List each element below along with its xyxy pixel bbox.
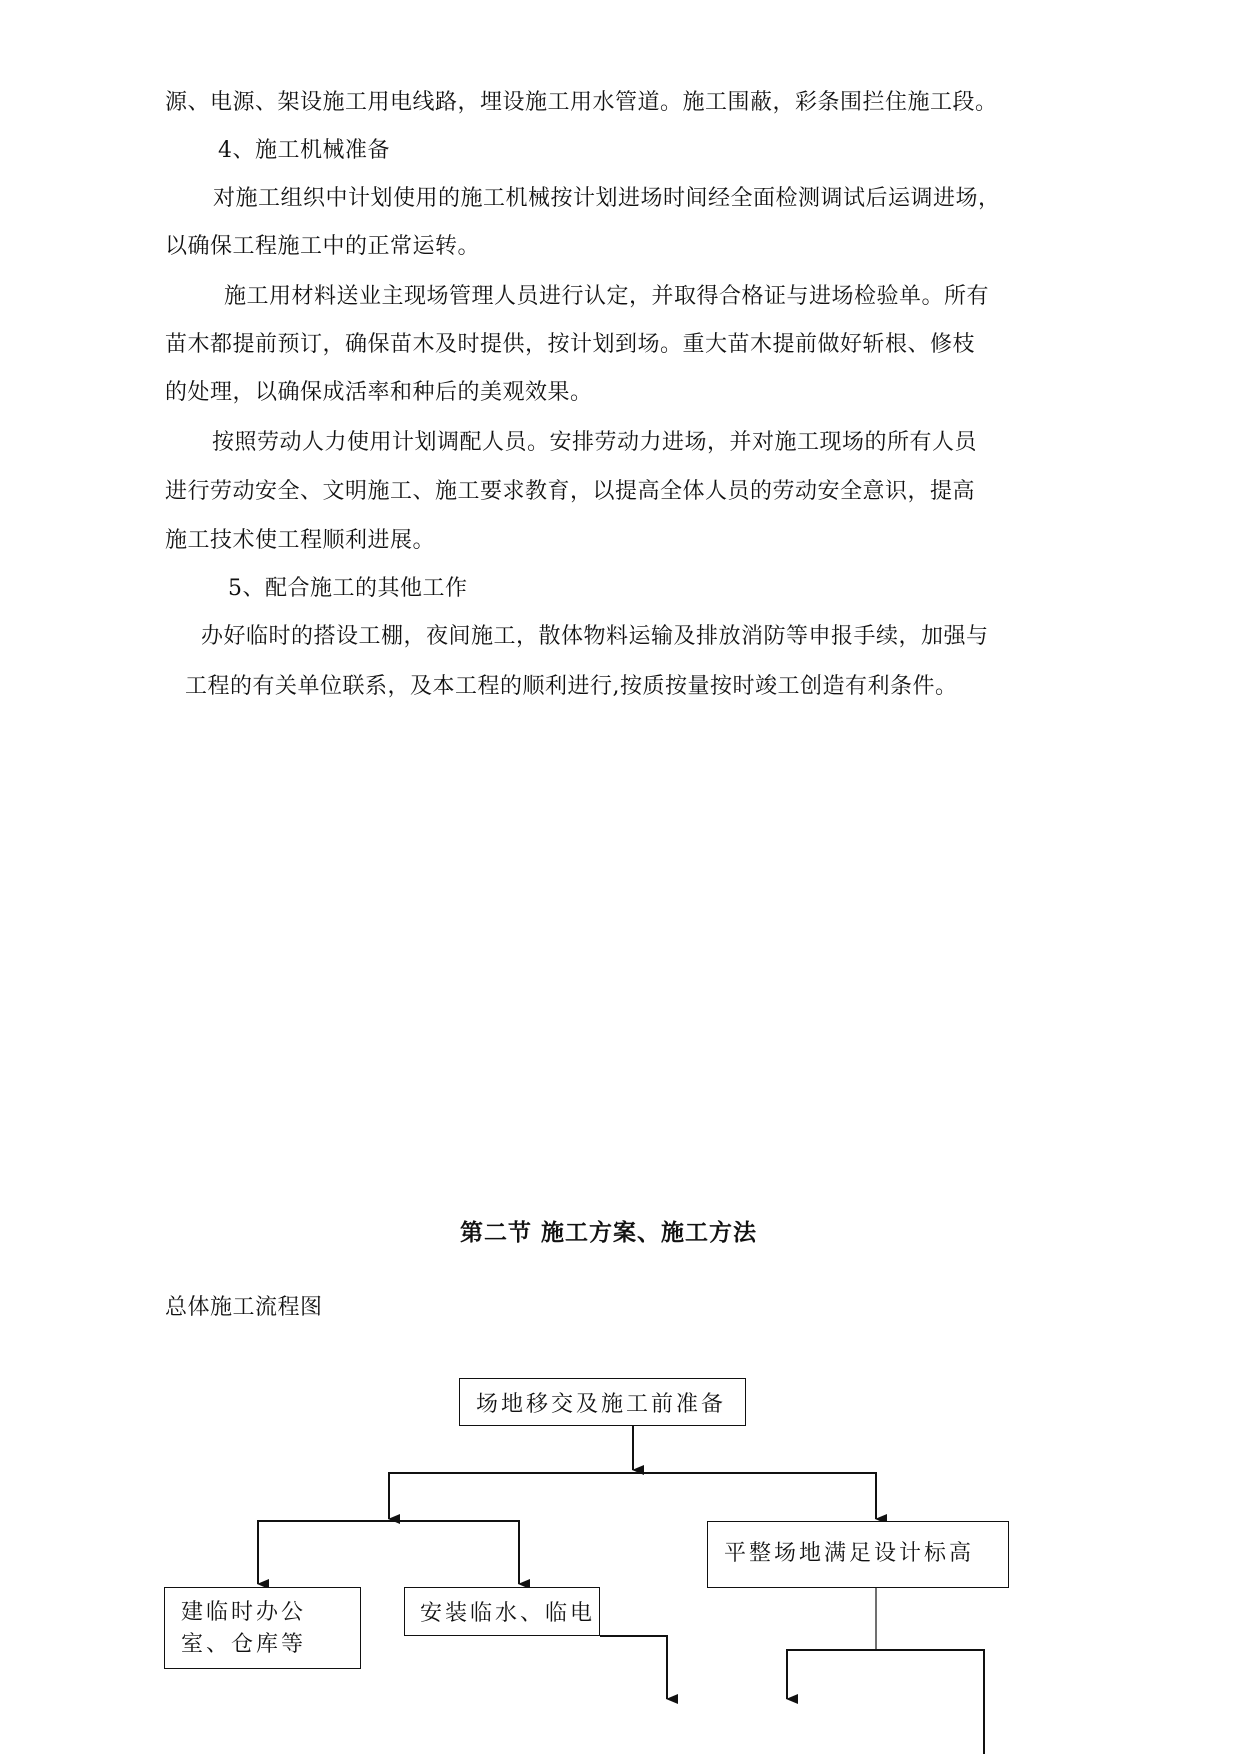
body-line: 工程的有关单位联系，及本工程的顺利进行,按质按量按时竣工创造有利条件。	[185, 674, 958, 699]
flow-box-water-power	[404, 1587, 600, 1636]
body-line: 按照劳动人力使用计划调配人员。安排劳动力进场，并对施工现场的所有人员	[212, 430, 978, 455]
flow-box-label: 建临时办公	[181, 1600, 307, 1625]
connector-left-split	[258, 1521, 519, 1583]
flow-caption: 总体施工流程图	[165, 1295, 323, 1320]
flow-box-label: 室、仓库等	[181, 1632, 307, 1657]
body-line: 施工用材料送业主现场管理人员进行认定，并取得合格证与进场检验单。所有	[224, 284, 990, 309]
flow-box-label: 平整场地满足设计标高	[724, 1541, 975, 1566]
body-line: 施工技术使工程顺利进展。	[165, 528, 436, 553]
body-line: 苗木都提前预订，确保苗木及时提供，按计划到场。重大苗木提前做好斩根、修枝	[165, 332, 976, 357]
body-line: 对施工组织中计划使用的施工机械按计划进场时间经全面检测调试后运调进场，	[213, 186, 1001, 211]
heading-other-work: 5、配合施工的其他工作	[228, 576, 468, 601]
body-line: 的处理，以确保成活率和种后的美观效果。	[165, 380, 593, 405]
heading-machinery: 4、施工机械准备	[218, 138, 390, 163]
connector-right-split	[787, 1650, 984, 1754]
flow-box-label: 安装临水、临电	[420, 1601, 596, 1626]
section-title: 第二节 施工方案、施工方法	[460, 1219, 758, 1246]
flow-box-site-leveling	[707, 1521, 1009, 1588]
connector-mid-out	[600, 1636, 667, 1698]
flow-box-temp-office	[164, 1587, 361, 1669]
body-line: 源、电源、架设施工用电线路，埋设施工用水管道。施工围蔽，彩条围拦住施工段。	[165, 90, 998, 115]
body-line: 办好临时的搭设工棚，夜间施工，散体物料运输及排放消防等申报手续，加强与	[201, 624, 989, 649]
connector-branch-split	[389, 1473, 876, 1518]
body-line: 以确保工程施工中的正常运转。	[165, 234, 481, 259]
body-line: 进行劳动安全、文明施工、施工要求教育，以提高全体人员的劳动安全意识，提高	[165, 479, 976, 504]
flow-box-site-handover	[459, 1378, 746, 1426]
flow-box-label: 场地移交及施工前准备	[476, 1392, 727, 1417]
